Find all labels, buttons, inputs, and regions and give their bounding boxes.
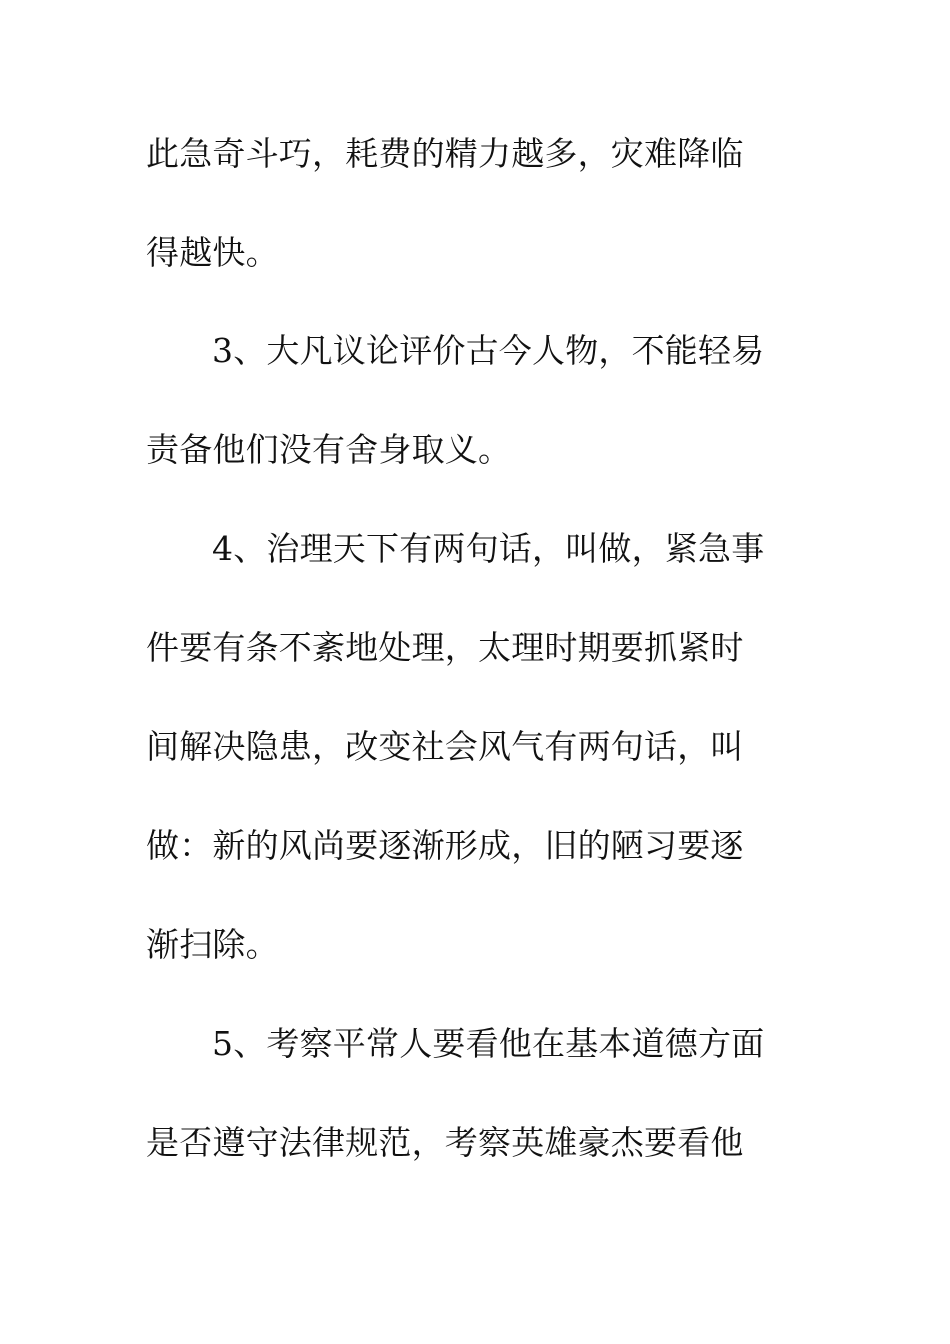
text-line-9: 渐扫除。 — [146, 925, 279, 964]
text-line-6: 件要有条不紊地处理，太理时期要抓紧时 — [146, 628, 744, 667]
text-line-8: 做：新的风尚要逐渐形成，旧的陋习要逐 — [146, 826, 744, 865]
paragraph-3-start: 3、大凡议论评价古今人物，不能轻易 — [212, 331, 765, 370]
text-line-7: 间解决隐患，改变社会风气有两句话，叫 — [146, 727, 744, 766]
paragraph-4-start: 4、治理天下有两句话，叫做，紧急事 — [212, 529, 765, 568]
text-line-2: 得越快。 — [146, 233, 279, 272]
text-line-1: 此急奇斗巧，耗费的精力越多，灾难降临 — [146, 134, 744, 173]
text-line-4: 责备他们没有舍身取义。 — [146, 430, 512, 469]
paragraph-5-start: 5、考察平常人要看他在基本道德方面 — [212, 1024, 765, 1063]
text-line-11: 是否遵守法律规范，考察英雄豪杰要看他 — [146, 1123, 744, 1162]
